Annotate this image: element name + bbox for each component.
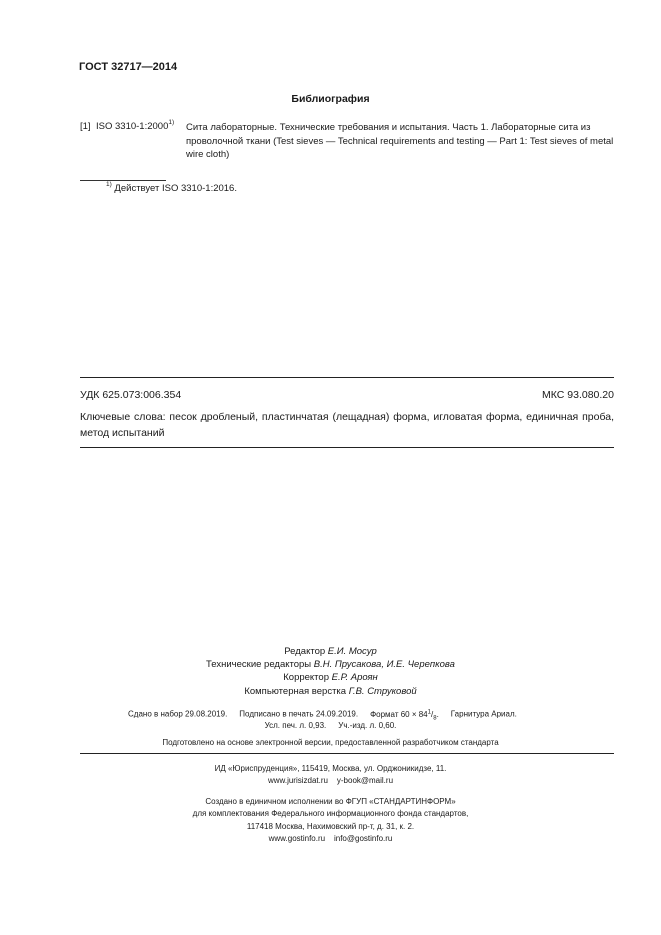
producer-site-link[interactable]: www.gostinfo.ru [268,833,326,843]
format-prefix: Формат 60 × 84 [370,709,428,719]
bibliography-title: Библиография [291,93,370,105]
editor-role: Редактор [284,646,326,657]
producer-block [0,796,661,845]
corrector-role: Корректор [283,672,329,684]
layout-line [0,685,661,698]
publisher-rule [80,753,614,754]
credits-block [0,645,661,698]
tech-editors-role: Технические редакторы [206,659,312,671]
mks-code: МКС 93.080.20 [542,389,614,401]
bottom-rule [80,447,614,448]
pub-sheets: Уч.-изд. л. 0,60. [338,721,397,730]
tech-editors-line [0,658,661,671]
reference-code-text: ISO 3310-1:2000 [96,121,169,132]
top-rule [80,377,614,378]
tech-editors-names: В.Н. Прусакова, И.Е. Черепкова [313,659,455,671]
footnote-divider [80,180,166,181]
footnote [106,183,237,194]
publisher-email-link[interactable]: y-book@mail.ru [336,776,394,786]
producer-line1: Создано в единичном исполнении во ФГУП «СТАНДАРТИНФОРМ» [205,797,456,806]
reference-text: Сита лабораторные. Технические требования и испытания. Часть 1. Лабораторные сита из проволочной ткани (Test sieves — Technical requirements and testing — Part 1: Test sieves of metal wire cloth) [186,122,614,160]
reference-footnote-mark[interactable]: 1) [168,119,175,126]
editor-name: Е.И. Мосур [327,646,377,657]
format-numerator: 1 [427,709,431,715]
producer-address: 117418 Москва, Нахимовский пр-т, д. 31, к. 2. [246,821,415,831]
editor-line [0,645,661,658]
set-date: Сдано в набор 29.08.2019. [128,709,228,719]
reference-code [96,121,174,132]
print-sheets-row [0,721,661,730]
publisher-contacts [0,775,661,787]
standard-code: ГОСТ 32717—2014 [79,61,178,73]
footnote-mark: 1) [106,181,112,188]
print-info-row [128,709,517,721]
footnote-text: Действует ISO 3310-1:2016. [114,183,237,194]
print-date: Подписано в печать 24.09.2019. [239,709,359,719]
typeface: Гарнитура Ариал. [450,709,517,719]
reference-number: [1] [80,121,91,132]
format-denominator: 8 [433,715,437,722]
udk-code: УДК 625.073:006.354 [80,389,182,401]
format: Формат $60 \times 84^1/_8$. [370,709,439,722]
layout-role: Компьютерная верстка [244,685,347,697]
publisher-block [0,763,661,788]
producer-email-link[interactable]: info@gostinfo.ru [333,833,393,843]
publisher-site-link[interactable]: www.jurisizdat.ru [267,776,328,786]
corrector-line [0,671,661,684]
keywords: Ключевые слова: песок дробленый, пластинчатая (лещадная) форма, игловатая форма, единичная проба, метод испытаний [80,411,614,439]
producer-contacts [0,833,661,845]
print-sheets: Усл. печ. л. 0,93. [264,721,327,730]
producer-line2: для комплектования Федерального информационного фонда стандартов, [192,809,469,819]
corrector-name: Е.Р. Ароян [331,672,378,684]
layout-name: Г.В. Струковой [348,685,417,697]
prepared-note: Подготовлено на основе электронной версии, предоставленной разработчиком стандарта [162,738,499,747]
publisher-address: ИД «Юриспруденция», 115419, Москва, ул. Орджоникидзе, 11. [214,764,447,773]
